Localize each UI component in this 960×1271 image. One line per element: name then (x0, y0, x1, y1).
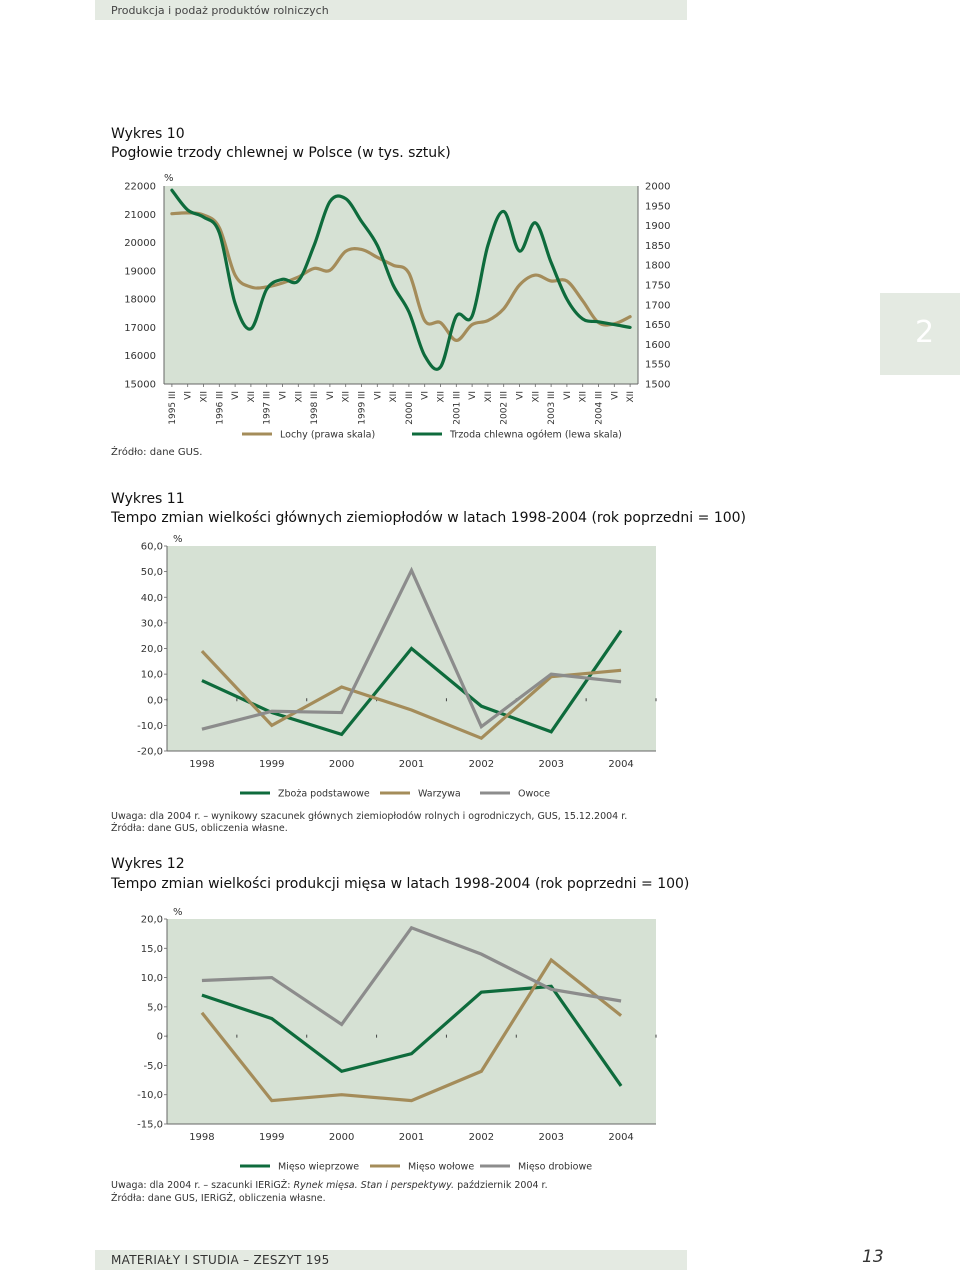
chart12-note-suffix: październik 2004 r. (454, 1180, 548, 1191)
chart10-right-tick: 1950 (645, 201, 671, 213)
chart10-x-tick-label: VI (468, 391, 479, 400)
chart10-left-tick: 19000 (124, 266, 156, 278)
chart10-x-tick-label: XII (341, 391, 352, 403)
chart11-y-tick-label: 60,0 (140, 541, 163, 553)
chart10-x-tick-label: VI (562, 391, 573, 400)
chart10-right-tick: 1600 (645, 339, 671, 351)
chart10-x-tick-label: XII (199, 391, 210, 403)
chart10-x-tick-label: VI (515, 391, 526, 400)
chart12-label: Wykres 12 (111, 856, 185, 872)
chart11-y-tick-label: 50,0 (140, 567, 163, 579)
chart11-legend-label: Warzywa (418, 788, 461, 800)
chart11-x-tick-label: 2002 (468, 759, 495, 770)
chart12-y-tick-label: -15,0 (137, 1119, 163, 1131)
chart12-y-tick-label: -5,0 (143, 1060, 163, 1072)
chart12-y-tick-label: 0 (156, 1031, 163, 1043)
chart12-x-tick-label: 2003 (538, 1132, 564, 1143)
chart12-source: Źródła: dane GUS, IERiGŻ, obliczenia własne. (111, 1193, 326, 1204)
chart11-source: Źródła: dane GUS, obliczenia własne. (111, 823, 288, 834)
chart11-note: Uwaga: dla 2004 r. – wynikowy szacunek głównych ziemiopłodów rolnych i ogrodniczych, GUS, 15.12.2004 r. (111, 811, 628, 822)
chart12-y-tick-label: 10,0 (140, 973, 163, 985)
chart12-y-tick-label: 15,0 (140, 943, 163, 955)
chart10-x-tick-label: XII (483, 391, 494, 403)
chart11-label: Wykres 11 (111, 491, 185, 507)
chart12-plot-area (167, 919, 656, 1124)
page-number: 13 (862, 1247, 884, 1267)
chart10-plot-area (164, 186, 638, 384)
chart10-left-tick: 22000 (124, 181, 156, 193)
chart12-legend-label: Mięso wieprzowe (278, 1161, 360, 1173)
chart12-legend-label: Mięso drobiowe (518, 1161, 593, 1173)
chart12-legend-label: Mięso wołowe (408, 1161, 475, 1173)
chart10-left-tick: 20000 (124, 238, 156, 250)
chart12-unit: % (173, 907, 183, 918)
chart11-legend-label: Zboża podstawowe (278, 788, 370, 800)
chart10-right-tick: 1800 (645, 260, 671, 272)
chart10-x-tick-label: XII (294, 391, 305, 403)
chart10-title: Pogłowie trzody chlewnej w Polsce (w tys. sztuk) (111, 145, 451, 161)
chapter-number: 2 (915, 315, 935, 350)
chart10-right-tick: 1550 (645, 359, 671, 371)
chart10-x-tick-label: 2002 III (499, 391, 510, 425)
chart10-x-tick-label: VI (610, 391, 621, 400)
chart10-source: Źródło: dane GUS. (111, 447, 203, 458)
chart11-y-tick-label: 0,0 (147, 695, 163, 707)
chart12-note-italic: Rynek mięsa. Stan i perspektywy. (293, 1180, 455, 1191)
chart10-x-tick-label: XII (246, 391, 257, 403)
chart11-y-tick-label: -10,0 (137, 720, 163, 732)
chart11-y-tick-label: 20,0 (140, 644, 163, 655)
section-title: Produkcja i podaż produktów rolniczych (111, 4, 329, 17)
chart10-x-tick-label: XII (531, 391, 542, 403)
footer-series-title: MATERIAŁY I STUDIA – ZESZYT 195 (111, 1253, 330, 1267)
chart11-x-tick-label: 2001 (398, 759, 425, 770)
chart11-legend-label: Owoce (518, 788, 551, 800)
chart10-left-tick: 21000 (124, 209, 156, 221)
chart10-right-tick: 2000 (645, 181, 671, 193)
chart10-right-tick: 1700 (645, 300, 671, 312)
chart11-unit: % (173, 534, 183, 545)
chart11-x-tick-label: 2000 (328, 759, 355, 770)
chart10-x-tick-label: 1999 III (357, 391, 368, 425)
chart10-x-tick-label: XII (578, 391, 589, 403)
chart10-x-tick-label: VI (231, 391, 242, 400)
chart11-y-tick-label: -20,0 (137, 746, 163, 758)
chart10-left-tick: 16000 (124, 351, 156, 363)
chart10-label: Wykres 10 (111, 126, 185, 142)
chart11-x-tick-label: 2003 (538, 759, 564, 770)
chart10-right-tick: 1750 (645, 280, 671, 292)
chart12-note-prefix: Uwaga: dla 2004 r. – szacunki IERiGŻ: (111, 1180, 294, 1191)
chart10-unit: % (164, 173, 174, 184)
chart10-x-tick-label: 2000 III (404, 391, 415, 425)
chart10-x-tick-label: XII (626, 391, 637, 403)
chart10-legend-label: Lochy (prawa skala) (280, 429, 376, 441)
chart11-y-tick-label: 10,0 (140, 669, 163, 681)
chart10-x-tick-label: VI (183, 391, 194, 400)
chart10-legend-label: Trzoda chlewna ogółem (lewa skala) (450, 429, 622, 441)
chart10-x-tick-label: XII (389, 391, 400, 403)
chart11-y-tick-label: 40,0 (140, 592, 163, 604)
chart12-x-tick-label: 2000 (328, 1132, 355, 1143)
chart10-x-tick-label: VI (373, 391, 384, 400)
chart10-x-tick-label: 2003 III (547, 391, 558, 425)
chart10-right-tick: 1500 (645, 379, 671, 391)
chart12-x-tick-label: 1998 (189, 1132, 215, 1143)
chart10-x-tick-label: VI (420, 391, 431, 400)
chart10-left-tick: 15000 (124, 379, 156, 391)
chart10-left-tick: 18000 (124, 294, 156, 306)
chart10-right-tick: 1650 (645, 320, 671, 332)
chart10-x-tick-label: 1998 III (310, 391, 321, 425)
chart10-left-tick: 17000 (124, 322, 156, 334)
chart10-x-tick-label: 2001 III (452, 391, 463, 425)
chart11-x-tick-label: 1998 (189, 759, 215, 770)
chart12-x-tick-label: 2001 (398, 1132, 425, 1143)
chart10-x-tick-label: 1996 III (215, 391, 226, 425)
chart12-x-tick-label: 2002 (468, 1132, 495, 1143)
chart11-title: Tempo zmian wielkości głównych ziemiopłodów w latach 1998-2004 (rok poprzedni = 100) (111, 510, 747, 526)
chart12-x-tick-label: 1999 (259, 1132, 285, 1143)
chart10-x-tick-label: 1995 III (167, 391, 178, 425)
chart10-x-tick-label: 2004 III (594, 391, 605, 425)
chart12-y-tick-label: 5,0 (147, 1002, 163, 1014)
chart12-x-tick-label: 2004 (608, 1132, 634, 1143)
chart12-y-tick-label: 20,0 (140, 914, 163, 926)
chart11-y-tick-label: 30,0 (140, 618, 163, 630)
chart10-x-tick-label: VI (325, 391, 336, 400)
chart12-title: Tempo zmian wielkości produkcji mięsa w latach 1998-2004 (rok poprzedni = 100) (111, 876, 690, 892)
chart10-x-tick-label: 1997 III (262, 391, 273, 425)
chart10-right-tick: 1850 (645, 240, 671, 252)
chart12-y-tick-label: -10,0 (137, 1090, 163, 1102)
chart10-x-tick-label: XII (436, 391, 447, 403)
chart11-x-tick-label: 2004 (608, 759, 634, 770)
chart10-right-tick: 1900 (645, 221, 671, 233)
chart11-x-tick-label: 1999 (259, 759, 285, 770)
chart10-x-tick-label: VI (278, 391, 289, 400)
